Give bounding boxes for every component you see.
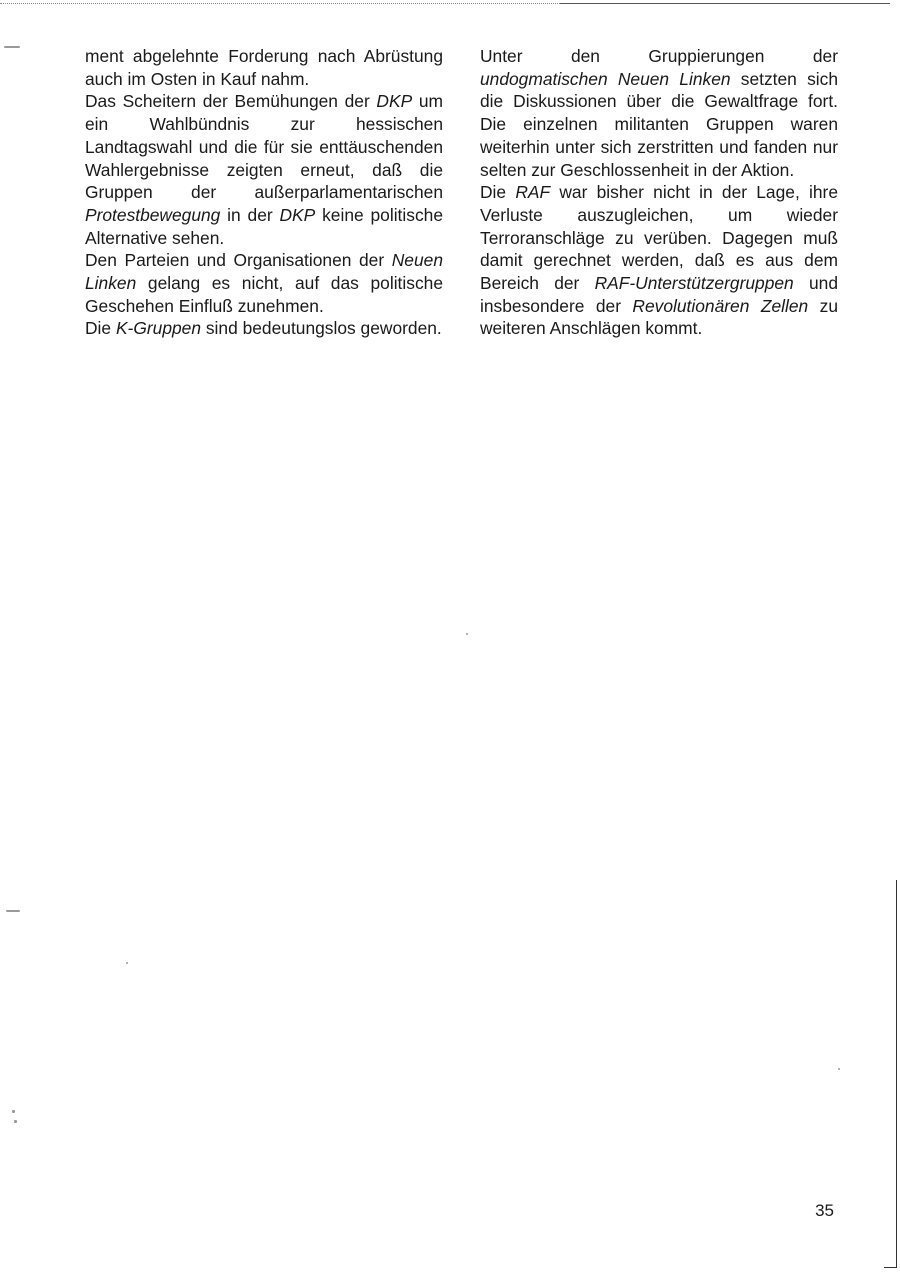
- text-run: ment abgelehnte Forderung nach Abrüstung auch im Osten in Kauf nahm.: [85, 46, 443, 89]
- italic-term: undogmatischen Neuen Linken: [480, 68, 731, 89]
- binding-edge-rule: [896, 880, 897, 1268]
- text-run: Den Parteien und Organisationen der: [85, 250, 392, 271]
- text-run: Die: [480, 182, 516, 203]
- italic-term: Protestbewegung: [85, 204, 221, 225]
- text-run: Die: [85, 318, 116, 339]
- paragraph-p6: [480, 181, 838, 340]
- paragraph-p3: [85, 249, 443, 317]
- scan-speck: [838, 1068, 840, 1070]
- top-rule: [560, 3, 890, 4]
- text-run: und insbesondere der: [480, 273, 838, 316]
- italic-term: Revolutionären Zellen: [632, 295, 809, 316]
- italic-term: Neuen Linken: [85, 250, 443, 294]
- binding-edge-foot: [884, 1267, 896, 1268]
- left-text-column: [85, 45, 443, 340]
- page-number: 35: [815, 1201, 834, 1220]
- scan-speck: [126, 962, 128, 964]
- italic-term: RAF: [515, 182, 551, 203]
- paragraph-p4: [85, 317, 443, 340]
- italic-term: RAF-Unterstützergruppen: [594, 273, 794, 294]
- scan-speck: [14, 1120, 17, 1123]
- text-run: keine politische Alternative sehen.: [85, 204, 443, 248]
- text-run: Unter den Gruppierungen der: [480, 46, 838, 66]
- text-run: setzten sich die Diskussionen über die Gewaltfrage fort. Die einzelnen militanten Gruppen waren weiterhin unter sich zerstritten und fanden nur selten zur Geschlossenheit in der Aktion.: [480, 68, 838, 180]
- text-run: um ein Wahlbündnis zur hessischen Landtagswahl und die für sie enttäuschenden Wahlergebnisse zeigten erneut, daß die Gruppen der außerparlamentarischen: [85, 91, 443, 203]
- text-run: gelang es nicht, auf das politische Geschehen Einfluß zunehmen.: [85, 273, 443, 316]
- text-run: zu weiteren Anschlägen kommt.: [480, 295, 838, 339]
- scan-speck: [4, 46, 20, 48]
- scan-speck: [12, 1110, 15, 1113]
- scan-speck: [6, 910, 20, 912]
- right-text-column: [480, 45, 838, 340]
- text-run: war bisher nicht in der Lage, ihre Verluste auszugleichen, um wieder Terroranschläge zu verüben. Dagegen muß damit gerechnet werden, daß es aus dem Bereich der: [480, 182, 838, 294]
- italic-term: DKP: [376, 91, 413, 112]
- text-run: Das Scheitern der Bemühungen der: [85, 91, 377, 112]
- scan-speck: [466, 633, 468, 635]
- italic-term: K-Gruppen: [115, 318, 202, 339]
- paragraph-p5: [480, 45, 838, 181]
- text-run: sind bedeutungslos geworden.: [201, 318, 442, 339]
- text-run: in der: [220, 204, 280, 225]
- paragraph-p1: [85, 45, 443, 90]
- italic-term: DKP: [279, 204, 316, 225]
- paragraph-p2: [85, 90, 443, 249]
